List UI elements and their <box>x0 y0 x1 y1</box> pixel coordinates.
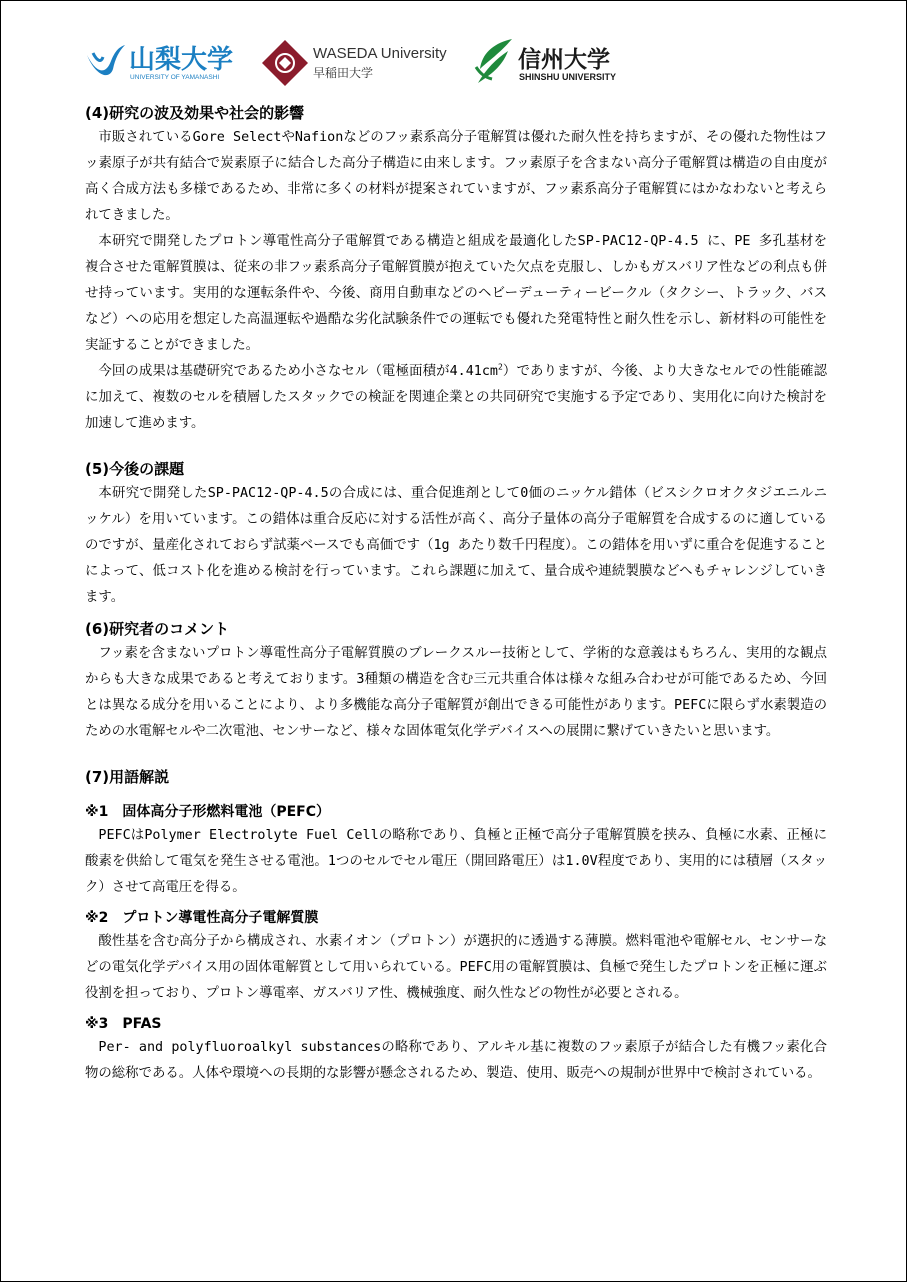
section-5-title: (5)今後の課題 <box>85 460 185 478</box>
yamanashi-sub: UNIVERSITY OF YAMANASHI <box>130 74 220 81</box>
section-4-paragraph-2: 本研究で開発したプロトン導電性高分子電解質である構造と組成を最適化したSP-PAC12-QP-4.5 に、PE 多孔基材を複合させた電解質膜は、従来の非フッ素系高分子電解質膜が抱えていた欠点を克服し、しかもガスバリア性などの利点も併せ持っています。実用的な運転条件や、今後、商用自動車などのヘビーデューティービークル（タクシー、トラック、バスなど）への応用を想定した高温運転や過酷な劣化試験条件での運転でも優れた発電特性と耐久性を示し、新材料の可能性を実証することができました。 <box>85 234 827 353</box>
waseda-name: WASEDA University <box>313 45 447 62</box>
superscript-2: 2 <box>497 362 503 372</box>
term-2-body: 酸性基を含む高分子から構成され、水素イオン（プロトン）が選択的に透過する薄膜。燃料電池や電解セル、センサーなどの電気化学デバイス用の固体電解質として用いられている。PEFC用の電解質膜は、負極で発生したプロトンを正極に運ぶ役割を担っており、プロトン導電率、ガスバリア性、機械強度、耐久性などの物性が必要とされる。 <box>85 934 827 1001</box>
waseda-sub: 早稲田大学 <box>313 66 374 80</box>
yamanashi-logo <box>85 37 247 89</box>
section-4-paragraph-3-part-a: 今回の成果は基礎研究であるため小さなセル（電極面積が4.41cm <box>98 364 498 379</box>
waseda-logo <box>261 37 457 89</box>
section-6-paragraph-1: フッ素を含まないプロトン導電性高分子電解質膜のブレークスルー技術として、学術的な意義はもちろん、実用的な観点からも大きな成果であると考えております。3種類の構造を含む三元共重合体は様々な組み合わせが可能であるため、今回とは異なる成分を用いることにより、より多機能な高分子電解質が創出できる可能性があります。PEFCに限らず水素製造のための水電解セルや二次電池、センサーなど、様々な固体電気化学デバイスへの展開に繋げていきたいと思います。 <box>85 646 827 739</box>
term-1-title: ※1 固体高分子形燃料電池（PEFC） <box>85 804 331 820</box>
section-7-title: (7)用語解説 <box>85 768 170 786</box>
section-4-paragraph-3 <box>85 359 827 437</box>
section-4-paragraph-1: 市販されているGore SelectやNafionなどのフッ素系高分子電解質は優れた耐久性を持ちますが、その優れた物性はフッ素原子が共有結合で炭素原子に結合した高分子構造に由来します。フッ素原子を含まない高分子電解質は構造の自由度が高く合成方法も多様であるため、非常に多くの材料が提案されていますが、フッ素系高分子電解質にはかなわないと考えられてきました。 <box>85 130 827 223</box>
header-logos <box>85 37 625 89</box>
term-1-body: PEFCはPolymer Electrolyte Fuel Cellの略称であり、負極と正極で高分子電解質膜を挟み、負極に水素、正極に酸素を供給して電気を発生させる電池。1つのセルでセル電圧（開回路電圧）は1.0V程度であり、実用的には積層（スタック）させて高電圧を得る。 <box>85 828 827 895</box>
yamanashi-name: 山梨大学 <box>129 45 234 75</box>
yamanashi-emblem-icon <box>85 41 127 81</box>
section-5-paragraph-1: 本研究で開発したSP-PAC12-QP-4.5の合成には、重合促進剤として0価のニッケル錯体（ビスシクロオクタジエニルニッケル）を用いています。この錯体は重合反応に対する活性が高く、高分子量体の高分子電解質を合成するのに適しているのですが、量産化されておらず試薬ベースでも高価です（1g あたり数千円程度）。この錯体を用いずに重合を促進することによって、低コスト化を進める検討を行っています。これら課題に加えて、量合成や連続製膜などへもチャレンジしていきます。 <box>85 486 827 605</box>
document-body <box>85 101 827 1087</box>
waseda-emblem-icon <box>261 39 309 87</box>
shinshu-sub: SHINSHU UNIVERSITY <box>519 72 617 82</box>
shinshu-leaf-icon <box>472 37 516 85</box>
shinshu-name: 信州大学 <box>518 47 610 73</box>
section-4-paragraph-3-part-b: ）でありますが、今後、より大きなセルでの性能確認に加えて、複数のセルを積層したスタックでの検証を関連企業との共同研究で実施する予定であり、実用化に向けた検討を加速して進めます。 <box>85 364 828 431</box>
shinshu-logo <box>472 37 622 89</box>
term-3-body: Per- and polyfluoroalkyl substancesの略称であり、アルキル基に複数のフッ素原子が結合した有機フッ素化合物の総称である。人体や環境への長期的な影響が懸念されるため、製造、使用、販売への規制が世界中で検討されている。 <box>85 1040 827 1081</box>
section-6-title: (6)研究者のコメント <box>85 620 230 638</box>
term-3-title: ※3 PFAS <box>85 1016 162 1032</box>
term-2-title: ※2 プロトン導電性高分子電解質膜 <box>85 910 319 926</box>
section-4-title: (4)研究の波及効果や社会的影響 <box>85 104 305 122</box>
